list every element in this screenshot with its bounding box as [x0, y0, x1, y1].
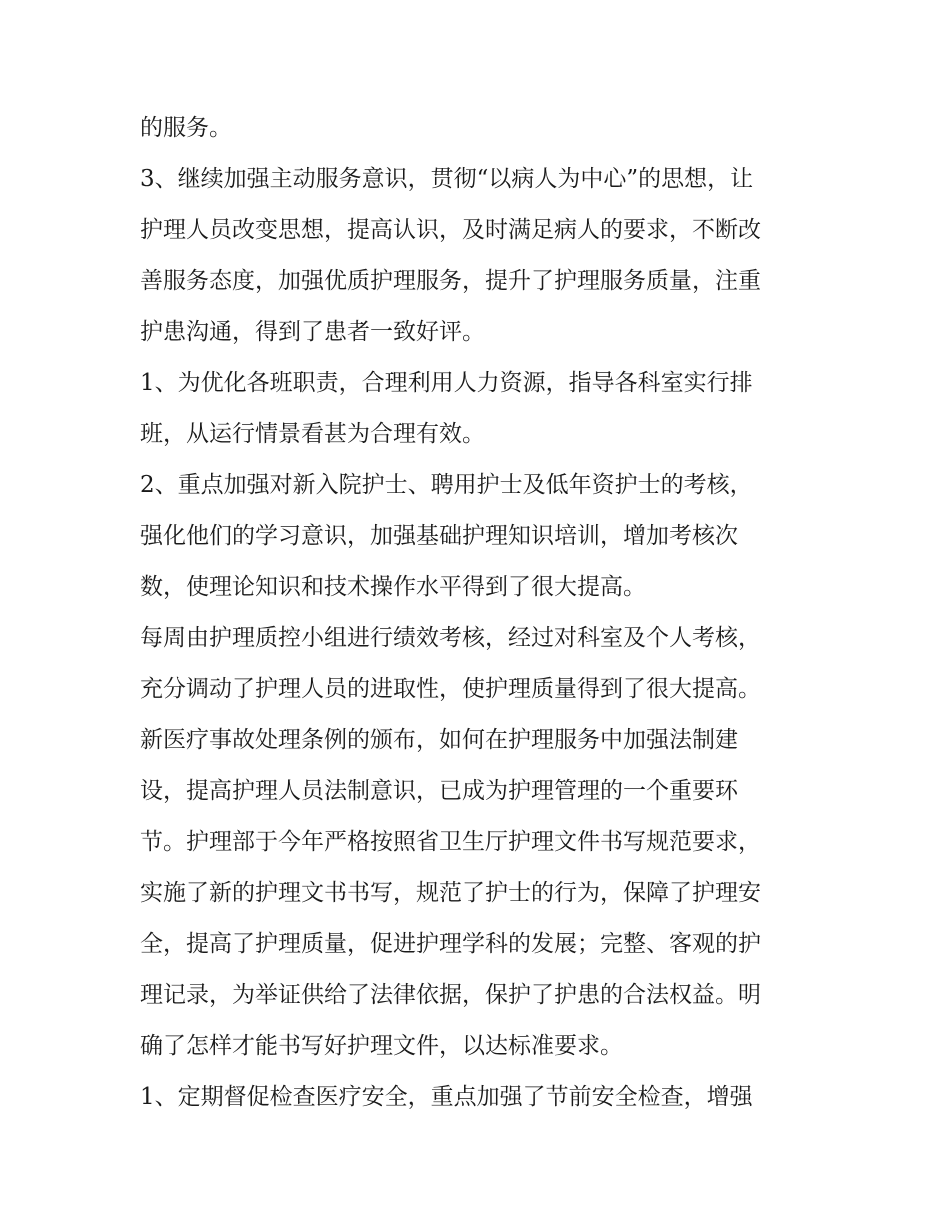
text-line: 护理人员改变思想，提高认识，及时满足病人的要求，不断改 [140, 217, 761, 243]
text-line: 1、定期督促检查医疗安全，重点加强了节前安全检查，增强 [140, 1084, 753, 1110]
text-line: 强化他们的学习意识，加强基础护理知识培训，增加考核次 [140, 523, 738, 549]
text-line: 班，从运行情景看甚为合理有效。 [140, 421, 485, 447]
text-line: 实施了新的护理文书书写，规范了护士的行为，保障了护理安 [140, 880, 761, 906]
document-body [140, 108, 820, 1128]
text-line: 3、继续加强主动服务意识，贯彻“以病人为中心”的思想，让 [140, 166, 754, 192]
text-line: 充分调动了护理人员的进取性，使护理质量得到了很大提高。 [140, 676, 761, 702]
text-line: 护患沟通，得到了患者一致好评。 [140, 319, 485, 345]
text-line: 节。护理部于今年严格按照省卫生厅护理文件书写规范要求， [140, 829, 761, 855]
text-line: 每周由护理质控小组进行绩效考核，经过对科室及个人考核， [140, 625, 761, 651]
text-line: 善服务态度，加强优质护理服务，提升了护理服务质量，注重 [140, 268, 761, 294]
text-line: 确了怎样才能书写好护理文件，以达标准要求。 [140, 1033, 623, 1059]
text-line: 设，提高护理人员法制意识，已成为护理管理的一个重要环 [140, 778, 738, 804]
text-line: 的服务。 [140, 115, 232, 141]
text-line: 理记录，为举证供给了法律依据，保护了护患的合法权益。明 [140, 982, 761, 1008]
text-line: 新医疗事故处理条例的颁布，如何在护理服务中加强法制建 [140, 727, 738, 753]
text-line: 2、重点加强对新入院护士、聘用护士及低年资护士的考核， [140, 472, 753, 498]
text-line: 1、为优化各班职责，合理利用人力资源，指导各科室实行排 [140, 370, 753, 396]
text-line: 数，使理论知识和技术操作水平得到了很大提高。 [140, 574, 646, 600]
text-line: 全，提高了护理质量，促进护理学科的发展；完整、客观的护 [140, 931, 761, 957]
